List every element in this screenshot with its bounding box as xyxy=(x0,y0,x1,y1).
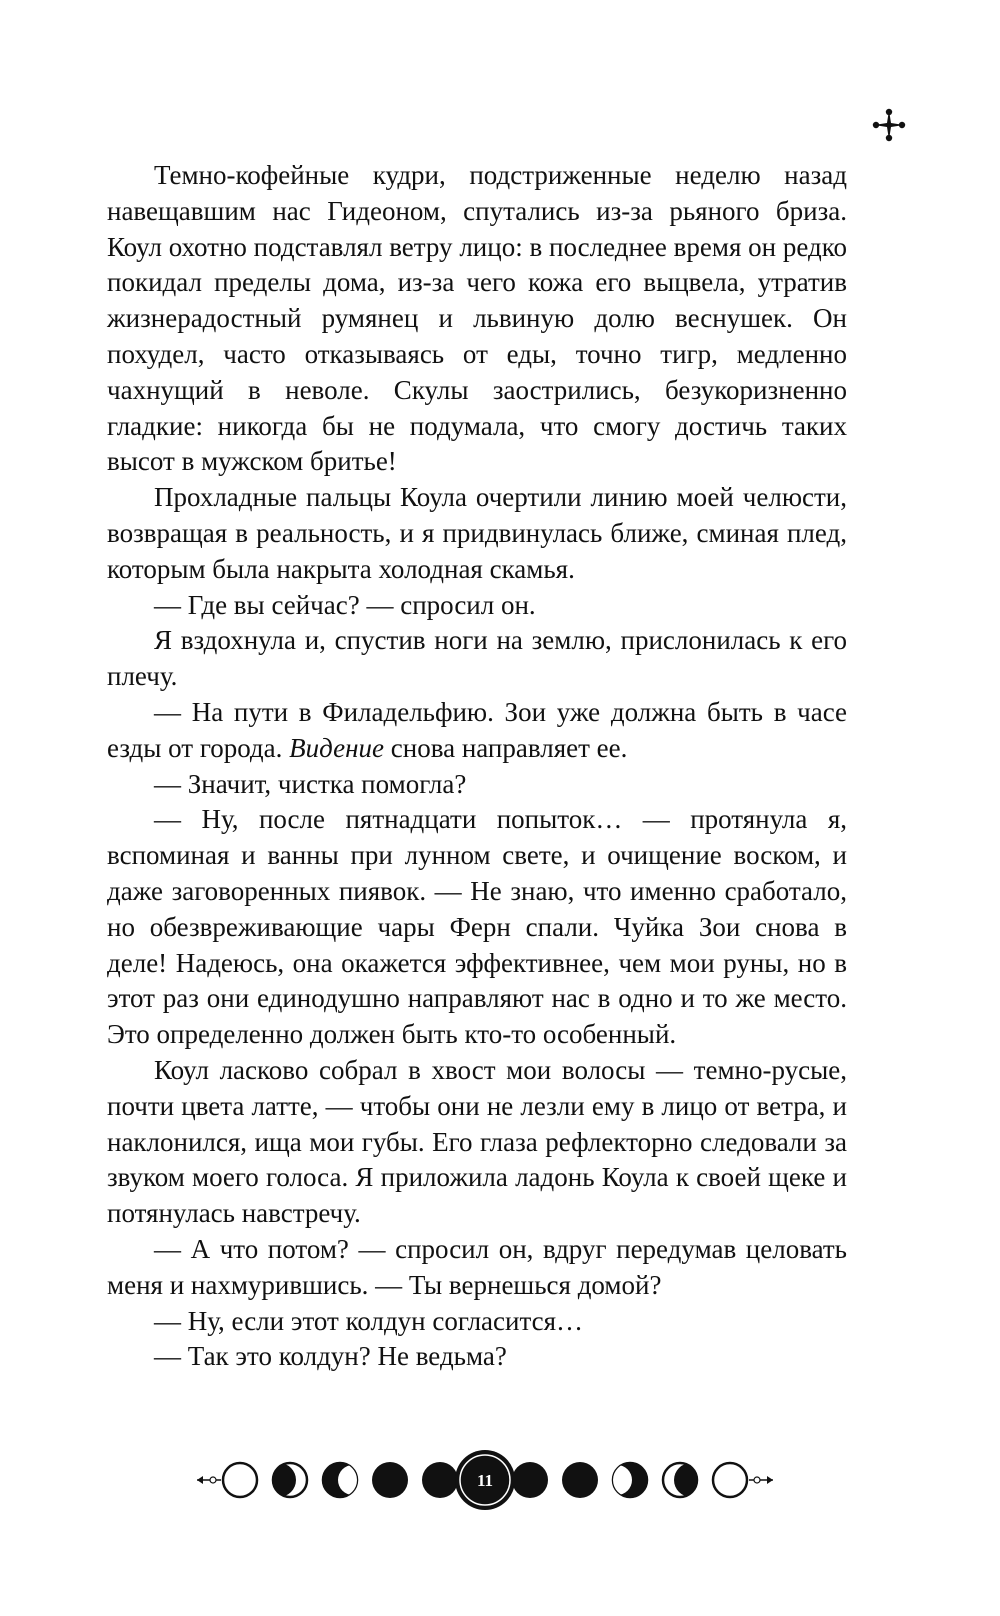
dialog-line-2 xyxy=(107,695,847,767)
paragraph-4: Коул ласково собрал в хвост мои волосы — темно-русые, почти цвета латте, — чтобы они не лезли ему в лицо от ветра, и наклонился, ища мои губы. Его глаза рефлекторно следовали за звуком моего голоса. Я приложила ладонь Коула к своей щеке и потянулась навстречу. xyxy=(107,1054,847,1229)
paragraph-2: Прохладные пальцы Коула очертили линию моей челюсти, возвращая в реальность, и я придвинулась ближе, сминая плед, которым была накрыта холодная скамья. xyxy=(107,482,847,584)
dialog-line-2-end: снова направляет ее. xyxy=(384,732,628,763)
dialog-line-7: — Так это колдун? Не ведьма? xyxy=(154,1341,507,1372)
dialog-line-3: — Значит, чистка помогла? xyxy=(154,768,467,799)
moon-phases-icon xyxy=(195,1440,775,1520)
dialog-line-4: — Ну, после пятнадцати попыток… — протянула я, вспоминая и ванны при лунном свете, и очищение воском, и даже заговоренных пиявок. — Не знаю, что именно сработало, но обезвреживающие чары Ферн спали. Чуйка Зои снова в деле! Надеюсь, она окажется эффективнее, чем мои руны, но в этот раз они единодушно направляют нас в одно и то же место. Это определенно должен быть кто-то особенный. xyxy=(107,804,847,1050)
page-footer xyxy=(195,1440,775,1520)
dialog-line-6: — Ну, если этот колдун согласится… xyxy=(154,1305,583,1336)
paragraph-1: Темно-кофейные кудри, подстриженные неделю назад навещавшим нас Гидеоном, спутались из-за рьяного бриза. Коул охотно подставлял ветру лицо: в последнее время он редко покидал пределы дома, из-за чего кожа его выцвела, утратив жизнерадостный румянец и львиную долю веснушек. Он похудел, часто отказываясь от еды, точно тигр, медленно чахнущий в неволе. Скулы заострились, безукоризненно гладкие: никогда бы не подумала, что смогу достичь таких высот в мужском бритье! xyxy=(107,160,847,477)
dialog-line-2-italic: Видение xyxy=(289,732,385,763)
body-text xyxy=(107,158,847,1375)
paragraph-3: Я вздохнула и, спустив ноги на землю, прислонилась к его плечу. xyxy=(107,625,847,692)
moon-full-left xyxy=(223,1463,257,1497)
dialog-line-5: — А что потом? — спросил он, вдруг передумав целовать меня и нахмурившись. — Ты вернешься домой? xyxy=(107,1233,847,1300)
dialog-line-2-start: — На пути в Филадельфию. Зои уже должна быть в часе езды от города. xyxy=(107,696,847,763)
dialog-line-1: — Где вы сейчас? — спросил он. xyxy=(154,589,536,620)
cross-ornament-icon xyxy=(872,108,906,142)
page-number: 11 xyxy=(476,1471,494,1490)
